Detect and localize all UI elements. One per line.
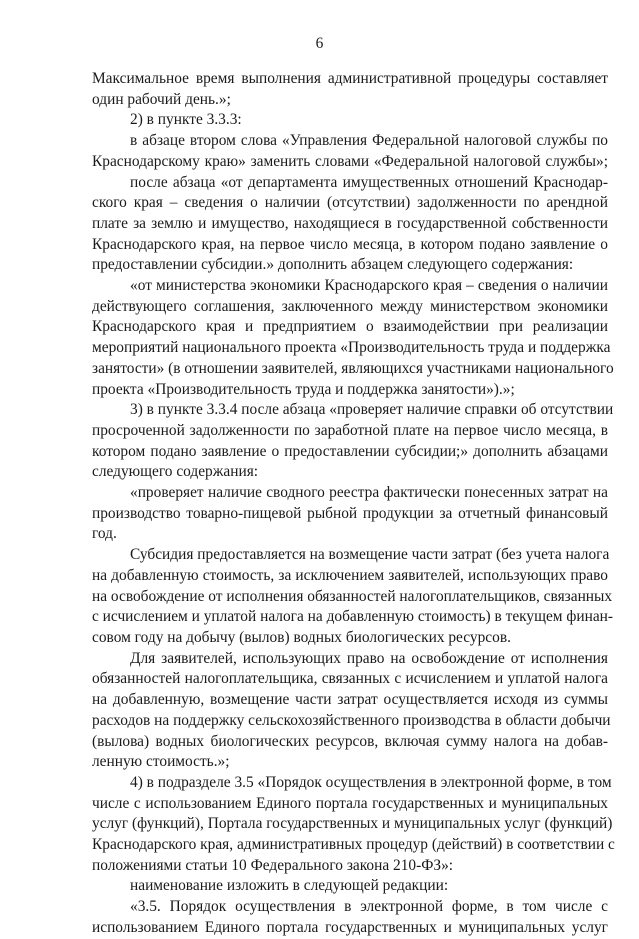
- text-line: Краснодарского края, административных процедур (действий) в соответствии с: [92, 836, 615, 854]
- text-line: после абзаца «от департамента имущественных отношений Краснодар-: [130, 173, 608, 191]
- text-line: Краснодарского края, на первое число месяца, в котором подано заявление о: [92, 235, 608, 253]
- text-line: числе с использованием Единого портала государственных и муниципальных: [92, 794, 608, 812]
- text-line: один рабочий день.»;: [92, 90, 231, 108]
- text-line: 3) в пункте 3.3.4 после абзаца «проверяет наличие справки об отсутствии: [130, 401, 614, 419]
- page-number: 6: [315, 35, 324, 52]
- text-line: совом году на добычу (вылов) водных биологических ресурсов.: [92, 628, 511, 646]
- text-line: в абзаце втором слова «Управления Федеральной налоговой службы по: [130, 132, 608, 150]
- text-line: «от министерства экономики Краснодарского края – сведения о наличии: [130, 277, 608, 295]
- text-line: «3.5. Порядок осуществления в электронной форме, в том числе с: [130, 898, 608, 916]
- text-line: действующего соглашения, заключенного между министерством экономики: [92, 297, 608, 315]
- text-line: ского края – сведения о наличии (отсутствии) задолженности по арендной: [92, 194, 608, 212]
- text-line: мероприятий национального проекта «Производительность труда и поддержка: [92, 339, 611, 357]
- text-line: обязанностей налогоплательщика, связанных с исчислением и уплатой налога: [92, 670, 608, 688]
- text-line: занятости» (в отношении заявителей, являющихся участниками национального: [92, 359, 614, 377]
- text-line: (вылова) водных биологических ресурсов, включая сумму налога на добав-: [92, 732, 608, 750]
- text-line: на добавленную, возмещение части затрат осуществляется исходя из суммы: [92, 691, 608, 709]
- text-line: Максимальное время выполнения административной процедуры составляет: [92, 70, 608, 87]
- text-line: ленную стоимость.»;: [92, 753, 230, 771]
- text-line: на освобождение от исполнения обязанностей налогоплательщиков, связанных: [92, 587, 613, 605]
- text-line: плате за землю и имущество, находящиеся в государственной собственности: [92, 214, 608, 232]
- text-line: положениями статьи 10 Федерального закона 210-ФЗ»:: [92, 856, 454, 874]
- text-line: на добавленную стоимость, за исключением заявителей, использующих право: [92, 566, 608, 584]
- text-line: Краснодарского края и предприятием о взаимодействии при реализации: [92, 318, 608, 336]
- text-line: с исчислением и уплатой налога на добавленную стоимость) в текущем финан-: [92, 608, 614, 626]
- text-line: использованием Единого портала государственных и муниципальных услуг: [92, 918, 608, 936]
- text-line: проекта «Производительность труда и поддержка занятости»).»;: [92, 380, 515, 398]
- document-body: [92, 69, 615, 939]
- text-line: расходов на поддержку сельскохозяйственного производства в области добычи: [92, 711, 611, 729]
- text-line: наименование изложить в следующей редакции:: [130, 877, 449, 895]
- text-line: услуг (функций), Портала государственных и муниципальных услуг (функций): [92, 815, 613, 833]
- text-line: 2) в пункте 3.3.3:: [130, 111, 242, 129]
- text-line: Для заявителей, использующих право на освобождение от исполнения: [130, 649, 608, 667]
- text-line: следующего содержания:: [92, 463, 259, 481]
- text-line: Субсидия предоставляется на возмещение части затрат (без учета налога: [130, 546, 610, 564]
- text-line: 4) в подразделе 3.5 «Порядок осуществления в электронной форме, в том: [130, 773, 612, 791]
- text-line: «проверяет наличие сводного реестра фактически понесенных затрат на: [130, 484, 608, 502]
- text-line: год.: [92, 525, 117, 543]
- text-line: Краснодарскому краю» заменить словами «Федеральной налоговой службы»;: [92, 152, 608, 170]
- text-line: предоставлении субсидии.» дополнить абзацем следующего содержания:: [92, 256, 574, 274]
- text-line: производство товарно-пищевой рыбной продукции за отчетный финансовый: [92, 504, 608, 522]
- text-line: котором подано заявление о предоставлении субсидии;» дополнить абзацами: [92, 442, 608, 460]
- text-line: просроченной задолженности по заработной плате на первое число месяца, в: [92, 421, 608, 439]
